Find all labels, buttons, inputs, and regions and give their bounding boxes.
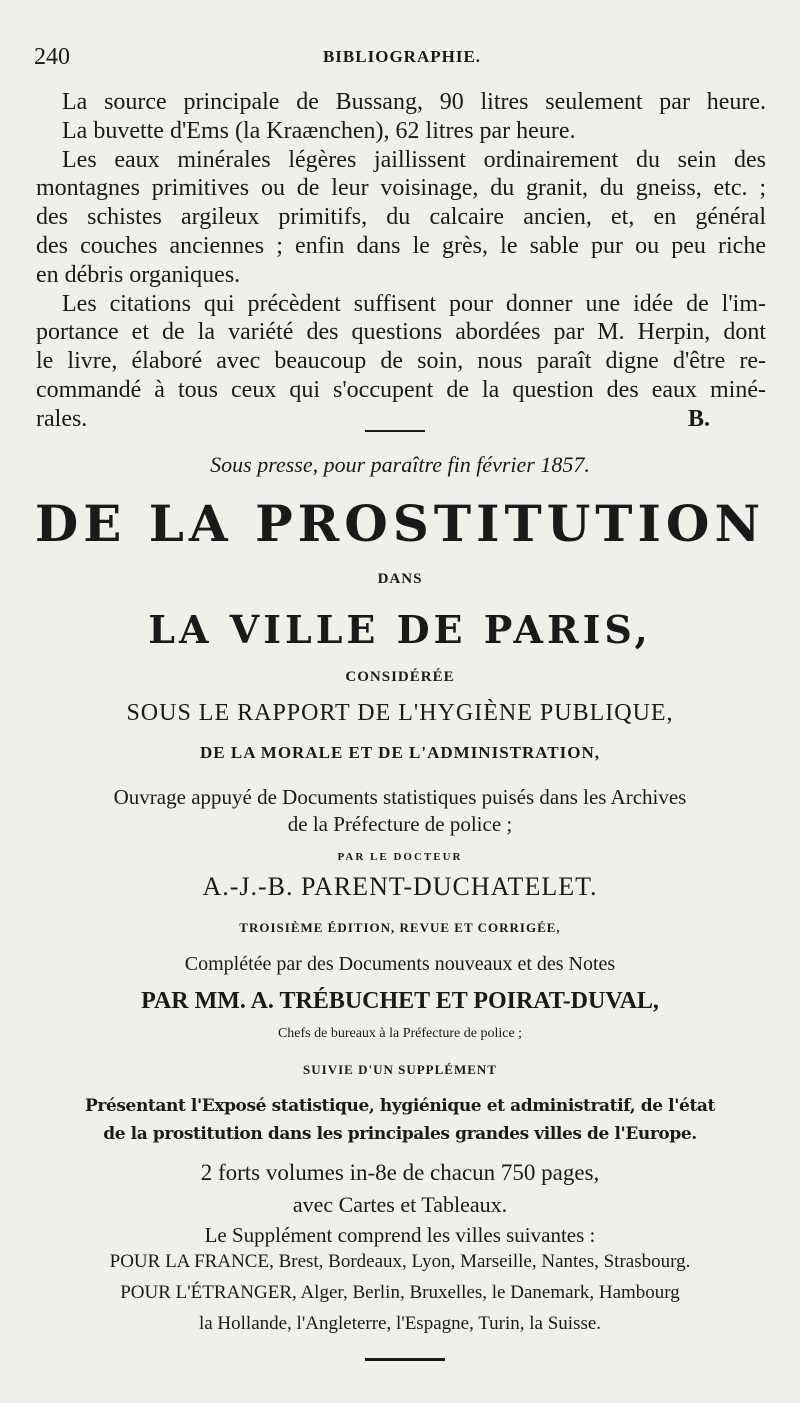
review-line: des schistes argileux primitifs, du calcaire ancien, et, en général xyxy=(36,204,766,231)
chefs-line: Chefs de bureaux à la Préfecture de police ; xyxy=(277,1026,523,1041)
advert-title-sub: LA VILLE DE PARIS, xyxy=(148,607,652,652)
ouvrage-line-2: de la Préfecture de police ; xyxy=(287,812,513,836)
cartes-line: avec Cartes et Tableaux. xyxy=(292,1192,508,1217)
page-number: 240 xyxy=(34,44,70,70)
etranger-cities-2: la Hollande, l'Angleterre, l'Espagne, Turin, la Suisse. xyxy=(198,1313,602,1334)
presentant-line-2: de la prostitution dans les principales grandes villes de l'Europe. xyxy=(103,1124,697,1144)
separator-rule xyxy=(365,430,425,432)
completee-line: Complétée par des Documents nouveaux et des Notes xyxy=(184,953,616,975)
review-line: le livre, élaboré avec beaucoup de soin, nous paraît digne d'être re- xyxy=(36,348,766,375)
ouvrage-line-1: Ouvrage appuyé de Documents statistiques puisés dans les Archives xyxy=(113,785,687,809)
edition-line: TROISIÈME ÉDITION, REVUE ET CORRIGÉE, xyxy=(239,920,561,935)
review-line: La buvette d'Ems (la Kraænchen), 62 litres par heure. xyxy=(62,117,576,144)
presentant-line-1: Présentant l'Exposé statistique, hygiénique et administratif, de l'état xyxy=(85,1096,715,1116)
author-name: A.-J.-B. PARENT-DUCHATELET. xyxy=(202,872,598,901)
review-line: Les citations qui précèdent suffisent pour donner une idée de l'im- xyxy=(62,290,766,317)
review-signature: B. xyxy=(687,405,710,432)
suivie-line: SUIVIE D'UN SUPPLÉMENT xyxy=(303,1062,497,1077)
rapport-line: SOUS LE RAPPORT DE L'HYGIÈNE PUBLIQUE, xyxy=(126,700,674,726)
volumes-line: 2 forts volumes in-8e de chacun 750 pages, xyxy=(200,1160,600,1185)
morale-line: DE LA MORALE ET DE L'ADMINISTRATION, xyxy=(200,743,600,762)
review-line: Les eaux minérales légères jaillissent ordinairement du sein des xyxy=(62,146,766,173)
consideree-label: CONSIDÉRÉE xyxy=(345,669,455,685)
review-line: montagnes primitives ou de leur voisinage, du granit, du gneiss, etc. ; xyxy=(36,175,766,202)
france-cities: POUR LA FRANCE, Brest, Bordeaux, Lyon, Marseille, Nantes, Strasbourg. xyxy=(109,1251,691,1272)
review-line: commandé à tous ceux qui s'occupent de la question des eaux miné- xyxy=(36,376,766,403)
review-text xyxy=(36,88,766,434)
supplement-line: Le Supplément comprend les villes suivantes : xyxy=(204,1223,596,1247)
editors-line: PAR MM. A. TRÉBUCHET ET POIRAT-DUVAL, xyxy=(141,988,659,1014)
running-title: BIBLIOGRAPHIE. xyxy=(322,47,482,66)
review-line: La source principale de Bussang, 90 litres seulement par heure. xyxy=(62,89,766,115)
review-line: portance et de la variété des questions abordées par M. Herpin, dont xyxy=(36,319,766,346)
bottom-rule xyxy=(365,1358,445,1361)
page-header xyxy=(34,44,770,74)
dans-label: DANS xyxy=(377,571,423,587)
advert-title-main: DE LA PROSTITUTION xyxy=(34,494,766,553)
review-line: en débris organiques. xyxy=(36,261,241,288)
announcement: Sous presse, pour paraître fin février 1857. xyxy=(210,452,590,477)
review-line: des couches anciennes ; enfin dans le grès, le sable pur ou peu riche xyxy=(36,232,766,259)
etranger-cities-1: POUR L'ÉTRANGER, Alger, Berlin, Bruxelles, le Danemark, Hambourg xyxy=(120,1282,680,1303)
par-docteur-label: PAR LE DOCTEUR xyxy=(337,851,463,863)
review-line: rales. xyxy=(36,405,88,432)
